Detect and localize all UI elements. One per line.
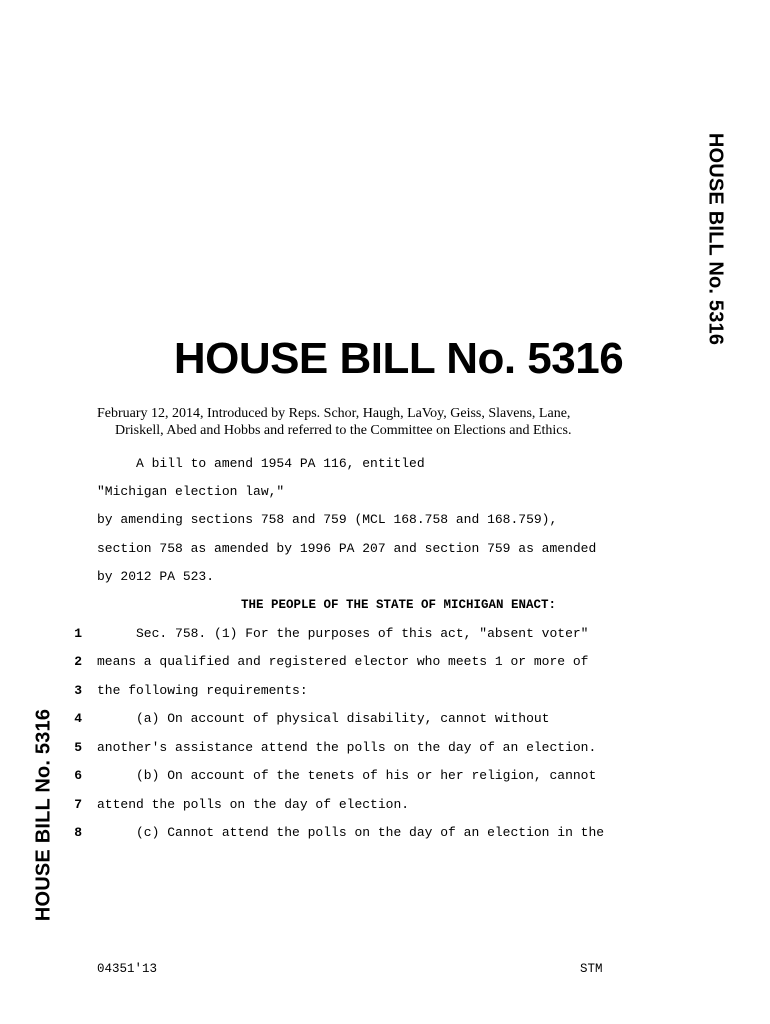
- line-number: 2: [74, 654, 82, 669]
- bill-text-line: means a qualified and registered elector who meets 1 or more of: [97, 654, 589, 669]
- intro-line-2: Driskell, Abed and Hobbs and referred to the Committee on Elections and Ethics.: [115, 423, 572, 438]
- preamble-line: by amending sections 758 and 759 (MCL 168.758 and 168.759),: [97, 512, 558, 527]
- enacting-clause: THE PEOPLE OF THE STATE OF MICHIGAN ENACT:: [240, 598, 557, 612]
- bill-title: HOUSE BILL No. 5316: [173, 334, 624, 383]
- line-number: 5: [74, 740, 82, 755]
- preamble-line: by 2012 PA 523.: [97, 569, 215, 584]
- footer-initials: STM: [580, 962, 603, 976]
- introduction-statement: [97, 405, 599, 439]
- line-number: 3: [74, 683, 82, 698]
- bill-text-line: (b) On account of the tenets of his or her religion, cannot: [97, 768, 597, 783]
- line-number: 4: [74, 711, 82, 726]
- preamble-line: section 758 as amended by 1996 PA 207 and section 759 as amended: [97, 541, 597, 556]
- bill-text-line: Sec. 758. (1) For the purposes of this act, "absent voter": [97, 626, 589, 641]
- footer-document-code: 04351'13: [97, 962, 158, 976]
- bill-text-line: (c) Cannot attend the polls on the day of an election in the: [97, 825, 605, 840]
- side-bill-label-right: HOUSE BILL No. 5316: [704, 132, 727, 346]
- bill-text-line: (a) On account of physical disability, cannot without: [97, 711, 550, 726]
- intro-line-1: February 12, 2014, Introduced by Reps. Schor, Haugh, LaVoy, Geiss, Slavens, Lane,: [97, 406, 571, 421]
- line-number: 8: [74, 825, 82, 840]
- preamble-line: A bill to amend 1954 PA 116, entitled: [97, 456, 425, 471]
- bill-text-line: the following requirements:: [97, 683, 308, 698]
- preamble-line: "Michigan election law,": [97, 484, 285, 499]
- bill-text-line: attend the polls on the day of election.: [97, 797, 410, 812]
- line-number: 1: [74, 626, 82, 641]
- line-number: 7: [74, 797, 82, 812]
- side-bill-label-left: HOUSE BILL No. 5316: [32, 708, 55, 922]
- bill-text-line: another's assistance attend the polls on the day of an election.: [97, 740, 597, 755]
- line-number: 6: [74, 768, 82, 783]
